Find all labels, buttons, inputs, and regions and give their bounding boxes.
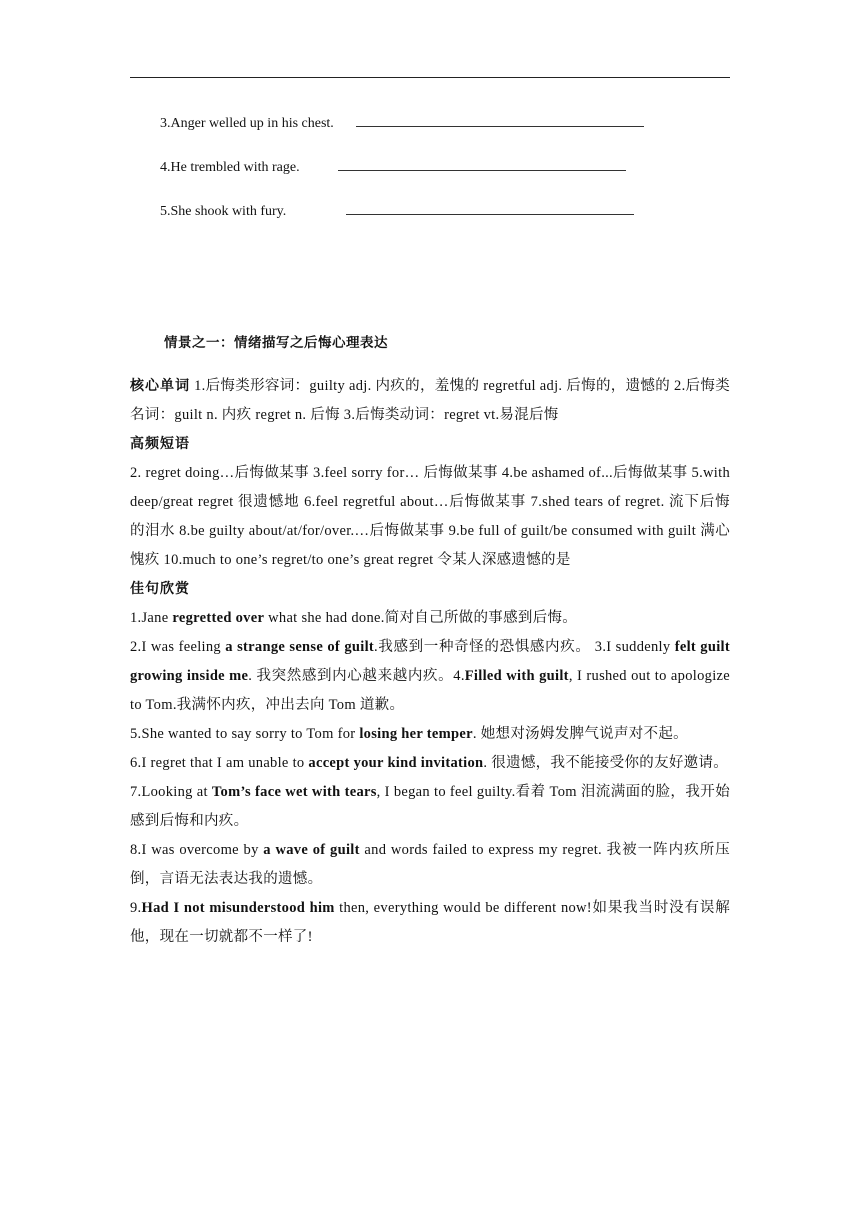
sentence-highlight: Tom’s face wet with tears: [211, 784, 377, 800]
sentence-item: [130, 604, 730, 633]
content-body: [130, 372, 730, 952]
sentence-text: and words failed to express my regret. 我被一阵内疚所压倒，言语无法表达我的遗憾。: [130, 842, 731, 887]
core-words-heading: 核心单词: [130, 378, 191, 394]
sentence-text: 9.: [130, 900, 142, 916]
phrases-heading: 高频短语: [130, 436, 190, 452]
answer-blank[interactable]: [346, 202, 634, 215]
sentence-text: , I rushed out to apologize to Tom.我满怀内疚，冲出去向 Tom 道歉。: [130, 668, 731, 713]
sentence-item: [130, 894, 730, 952]
exercise-item: [160, 158, 626, 177]
exercise-item: [160, 114, 644, 133]
exercise-sentence: 3.Anger welled up in his chest.: [160, 116, 334, 131]
sentence-text: 3.I suddenly: [590, 639, 675, 655]
exercise-item: [160, 202, 634, 221]
sentence-item: [130, 836, 730, 894]
sentences-heading: 佳句欣赏: [130, 581, 190, 597]
sentence-highlight: losing her temper: [359, 726, 473, 742]
sentence-text: 5.She wanted to say sorry to Tom for: [130, 726, 360, 742]
sentence-highlight: a strange sense of guilt: [225, 639, 375, 655]
header-rule: [130, 77, 730, 78]
sentence-text: 2.I was feeling: [130, 639, 226, 655]
sentence-highlight: Filled with guilt: [464, 668, 569, 684]
sentence-text: . 我突然感到内心越来越内疚。: [248, 668, 454, 684]
sentence-text: . 很遗憾，我不能接受你的友好邀请。: [483, 755, 729, 771]
sentence-text: 6.I regret that I am unable to: [130, 755, 309, 771]
exercise-sentence: 5.She shook with fury.: [160, 204, 287, 219]
sentence-text: 7.Looking at: [130, 784, 212, 800]
core-words-paragraph: [130, 372, 730, 430]
sentence-text: 8.I was overcome by: [130, 842, 264, 858]
sentence-highlight: felt guilt growing inside me: [130, 639, 731, 684]
sentence-highlight: a wave of guilt: [263, 842, 360, 858]
sentence-text: .我感到一种奇怪的恐惧感内疚。: [374, 639, 591, 655]
exercise-sentence: 4.He trembled with rage.: [160, 160, 300, 175]
answer-blank[interactable]: [356, 114, 644, 127]
sentence-text: 4.: [453, 668, 465, 684]
sentence-text: . 她想对汤姆发脾气说声对不起。: [472, 726, 688, 742]
phrases-text: 2. regret doing…后悔做某事 3.feel sorry for… 后悔做某事 4.be ashamed of...后悔做某事 5.with deep/great regret 很遗憾地 6.feel regretful about…后悔做某事 7.shed tears of regret. 流下后悔的泪水 8.be guilty about/at/for/over.…后悔做某事 9.be full of guilt/be consumed with guilt 满心愧疚 10.much to one’s regret/to one’s great regret 令某人深感遗憾的是: [130, 465, 730, 568]
sentence-highlight: Had I not misunderstood him: [141, 900, 335, 916]
core-words-text: 1.后悔类形容词：guilty adj. 内疚的，羞愧的 regretful adj. 后悔的，遗憾的 2.后悔类名词：guilt n. 内疚 regret n. 后悔 3.后悔类动词：regret vt.易混后悔: [130, 378, 731, 423]
sentence-highlight: regretted over: [172, 610, 265, 626]
sentence-text: then, everything would be different now!如果我当时没有误解他，现在一切就都不一样了!: [130, 900, 731, 945]
sentence-text: , I began to feel guilty.看着 Tom 泪流满面的脸，我开始感到后悔和内疚。: [130, 784, 731, 829]
sentence-item: [130, 778, 730, 836]
section-title: 情景之一：情绪描写之后悔心理表达: [164, 335, 388, 351]
answer-blank[interactable]: [338, 158, 626, 171]
sentence-highlight: accept your kind invitation: [308, 755, 484, 771]
sentence-text: 1.Jane: [130, 610, 173, 626]
sentence-item: [130, 720, 730, 749]
sentence-text: what she had done.简对自己所做的事感到后悔。: [264, 610, 578, 626]
sentence-item: [130, 749, 730, 778]
sentence-item: [130, 633, 730, 720]
